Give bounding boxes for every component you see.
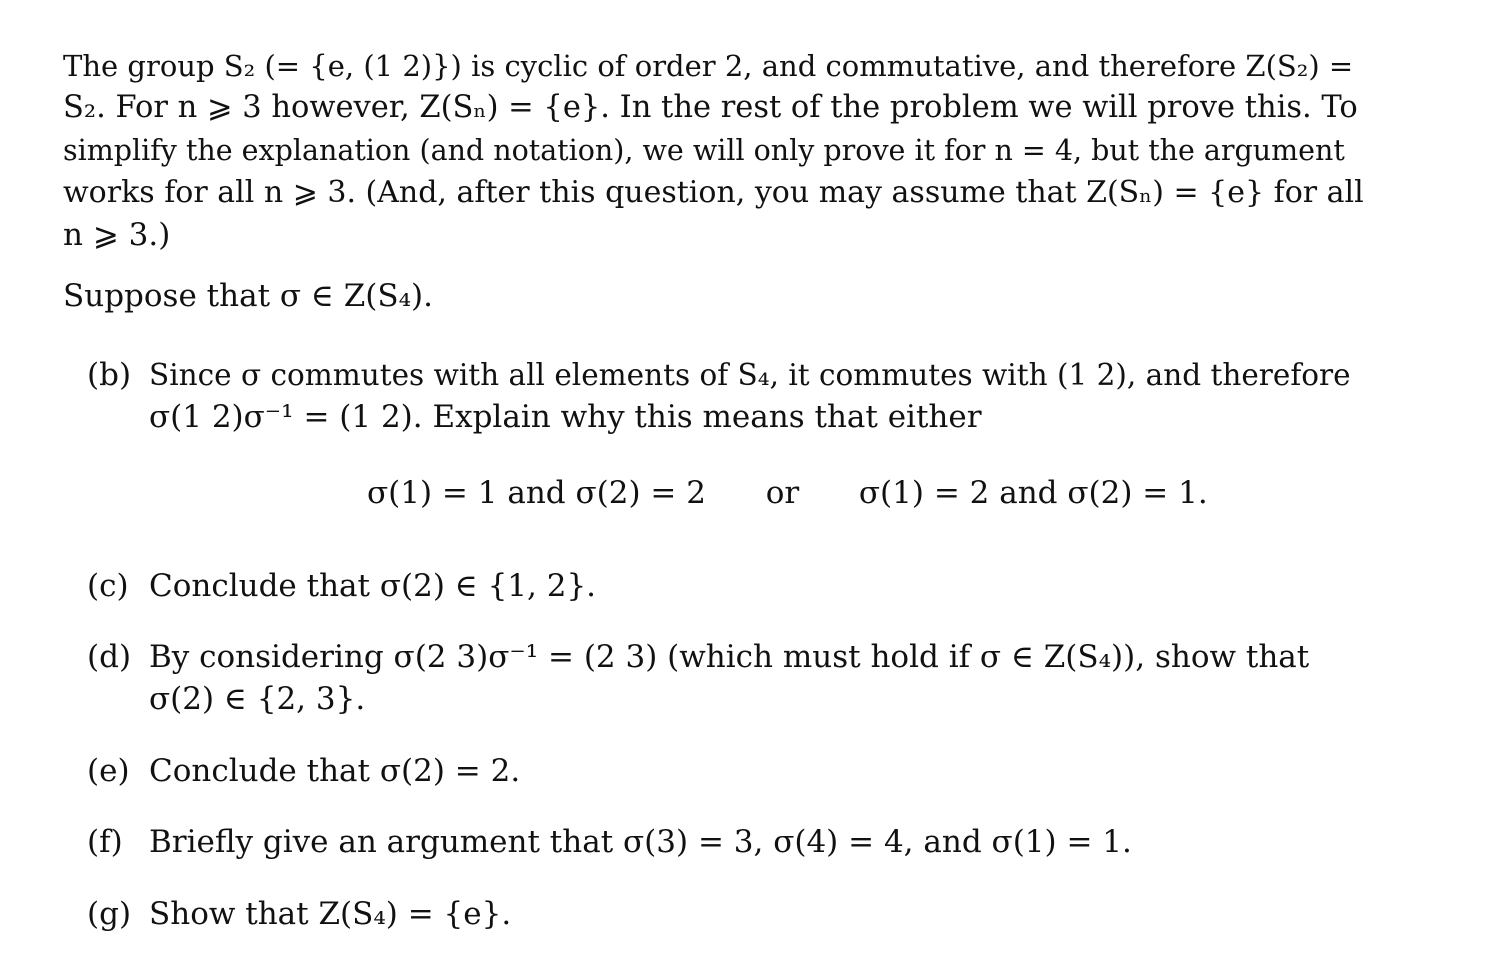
intro-line-2: S₂. For n ⩾ 3 however, Z(Sₙ) = {e}. In the rest of the problem we will prove this. To	[63, 90, 1358, 125]
item-d-line-2: σ(2) ∈ {2, 3}.	[149, 681, 366, 717]
item-c-label: (c)	[87, 568, 129, 604]
item-d-line-1: By considering σ(2 3)σ⁻¹ = (2 3) (which must hold if σ ∈ Z(S₄)), show that	[149, 639, 1310, 675]
item-e-label: (e)	[87, 753, 130, 789]
item-f-label: (f)	[87, 824, 123, 860]
item-b-label: (b)	[87, 357, 132, 393]
item-b-line-2: σ(1 2)σ⁻¹ = (1 2). Explain why this means that either	[149, 399, 982, 435]
suppose-statement: Suppose that σ ∈ Z(S₄).	[63, 278, 433, 314]
item-e-line-1: Conclude that σ(2) = 2.	[149, 753, 521, 789]
intro-line-1: The group S₂ (= {e, (1 2)}) is cyclic of order 2, and commutative, and therefore Z(S₂) =	[63, 49, 1354, 83]
display-or: or	[765, 475, 800, 511]
item-b-line-1: Since σ commutes with all elements of S₄, it commutes with (1 2), and therefore	[149, 358, 1351, 392]
display-case-left: σ(1) = 1 and σ(2) = 2	[367, 475, 706, 511]
intro-line-4: works for all n ⩾ 3. (And, after this question, you may assume that Z(Sₙ) = {e} for all	[63, 175, 1364, 210]
item-d-label: (d)	[87, 639, 132, 675]
intro-line-5: n ⩾ 3.)	[63, 217, 171, 253]
item-f-line-1: Briefly give an argument that σ(3) = 3, σ(4) = 4, and σ(1) = 1.	[149, 824, 1132, 860]
item-c-line-1: Conclude that σ(2) ∈ {1, 2}.	[149, 568, 597, 604]
item-b-display-equation	[367, 473, 1208, 513]
item-g-label: (g)	[87, 896, 132, 932]
item-g-line-1: Show that Z(S₄) = {e}.	[149, 896, 512, 932]
display-case-right: σ(1) = 2 and σ(2) = 1.	[858, 475, 1208, 511]
intro-line-3: simplify the explanation (and notation), we will only prove it for n = 4, but the argument	[63, 134, 1345, 167]
